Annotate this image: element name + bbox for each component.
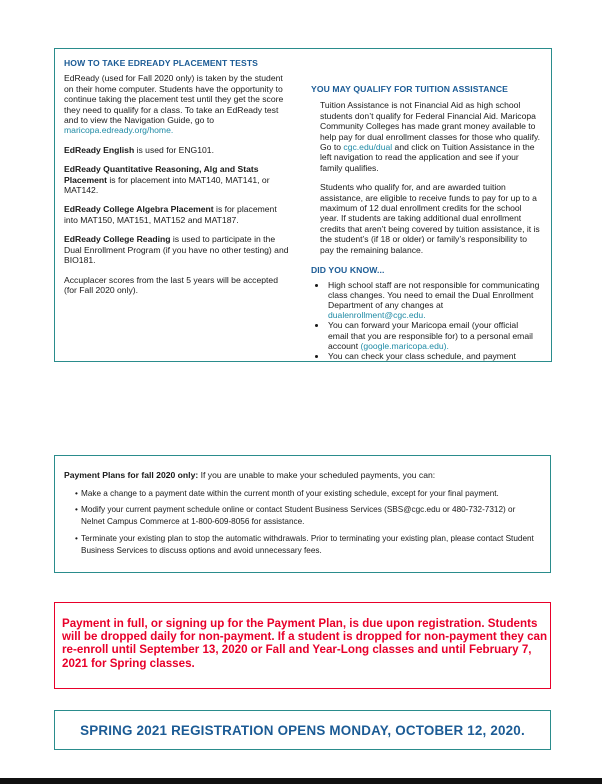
edready-heading: HOW TO TAKE EDREADY PLACEMENT TESTS (64, 58, 259, 68)
tuition-link[interactable]: cgc.edu/dual (343, 142, 393, 153)
edready-reading-bold: EdReady College Reading (64, 234, 171, 245)
tuition-paragraph-2: Students who qualify for, and are awarded tuition assistance, are eligible to receive funds to pay for up to a maximum of 12 dual enrollment credits for the school year. If students are taking additional dual enrollment credits that aren’t being covered by tuition assistance, it is the student’s (if 18 or older) or family’s responsibility to pay the remaining balance. (320, 182, 540, 255)
edready-quant-text: is for placement into MAT140, MAT141, or MAT142. (64, 174, 270, 196)
edready-college-bold: EdReady College Algebra Placement (64, 204, 214, 215)
did-you-know-item: • You can check your class schedule, and payment (327, 351, 541, 361)
tuition-p1-text: Tuition Assistance is not Financial Aid as high school students don’t qualify for Federal Financial Aid. Maricopa Community Colleges has made grant money available to help pay for dual enrollment classes for those who qualify. Go to (320, 100, 541, 153)
payment-plans-title (64, 470, 544, 481)
info-box-edready-tuition (54, 48, 552, 362)
edready-reading-text: is used to participate in the Dual Enrollment Program (if you have no other testing) and BIO181. (64, 234, 289, 266)
edready-english-text: is used for ENG101. (134, 144, 214, 155)
did-you-know-item-2-text: You can forward your Maricopa email (your official email that you are responsible for) to a personal email account (328, 320, 533, 351)
payment-notice-box (54, 602, 551, 689)
edready-link[interactable]: maricopa.edready.org/home. (64, 125, 174, 136)
registration-banner-text: SPRING 2021 REGISTRATION OPENS MONDAY, OCTOBER 12, 2020. (80, 722, 525, 738)
edready-intro (64, 73, 290, 135)
edready-quant (64, 164, 290, 195)
did-you-know-list (311, 280, 541, 362)
payment-plan-option: • Make a change to a payment date within the current month of your existing schedule, except for your final payment. (75, 488, 535, 500)
payment-plans-title-bold: Payment Plans for fall 2020 only: (64, 470, 199, 480)
edready-quant-bold: EdReady Quantitative Reasoning, Alg and Stats Placement (64, 164, 259, 185)
did-you-know-item (327, 280, 541, 321)
edready-intro-text: EdReady (used for Fall 2020 only) is taken by the student on their home computer. Students have the opportunity to continue taking the placement test until they get the score they need to qualify for a class. To take an EdReady test and to view the Navigation Guide, go to (64, 73, 284, 126)
payment-plan-option: • Modify your current payment schedule online or contact Student Business Services (SBS@cgc.edu or 480-732-7312) or Nelnet Campus Commerce at 1-800-609-8056 for assistance. (75, 504, 535, 528)
payment-plan-option: • Terminate your existing plan to stop the automatic withdrawals. Prior to terminating your existing plan, please contact Student Business Services to discuss options and avoid unnecessary fees. (75, 533, 535, 557)
did-you-know-item (327, 320, 541, 351)
tuition-paragraph-1 (311, 100, 541, 173)
edready-reading (64, 234, 290, 265)
edready-english (64, 145, 290, 155)
accuplacer-note: Accuplacer scores from the last 5 years will be accepted (for Fall 2020 only). (64, 274, 278, 295)
did-you-know-item-1-text: High school staff are not responsible for communicating class changes. You need to email the Dual Enrollment Department of any changes at (328, 279, 540, 310)
payment-plans-box (54, 455, 551, 573)
edready-english-bold: EdReady English (64, 144, 135, 155)
registration-banner (54, 710, 551, 750)
edready-college-text: is for placement into MAT150, MAT151, MAT152 and MAT187. (64, 204, 277, 225)
payment-plans-list (75, 488, 535, 561)
payment-plans-title-text: If you are unable to make your scheduled payments, you can: (198, 470, 436, 480)
footer-bar (0, 778, 602, 784)
google-maricopa-link[interactable]: (google.maricopa.edu). (360, 340, 449, 351)
dual-enrollment-email-link[interactable]: dualenrollment@cgc.edu. (328, 310, 426, 321)
tuition-column (311, 84, 541, 361)
edready-column (64, 58, 290, 295)
did-you-know-heading: DID YOU KNOW... (311, 265, 385, 276)
tuition-p1-text-b: and click on Tuition Assistance in the left navigation to read the application and see if your family qualifies. (320, 142, 535, 173)
edready-college-algebra (64, 204, 290, 225)
tuition-heading: YOU MAY QUALIFY FOR TUITION ASSISTANCE (311, 84, 509, 94)
payment-notice-text: Payment in full, or signing up for the Payment Plan, is due upon registration. Students will be dropped daily for non-payment. If a student is dropped for non-payment they can re-enroll until September 13, 2020 or Fall and Year-Long classes and until February 7, 2021 for Spring classes. (62, 617, 548, 670)
